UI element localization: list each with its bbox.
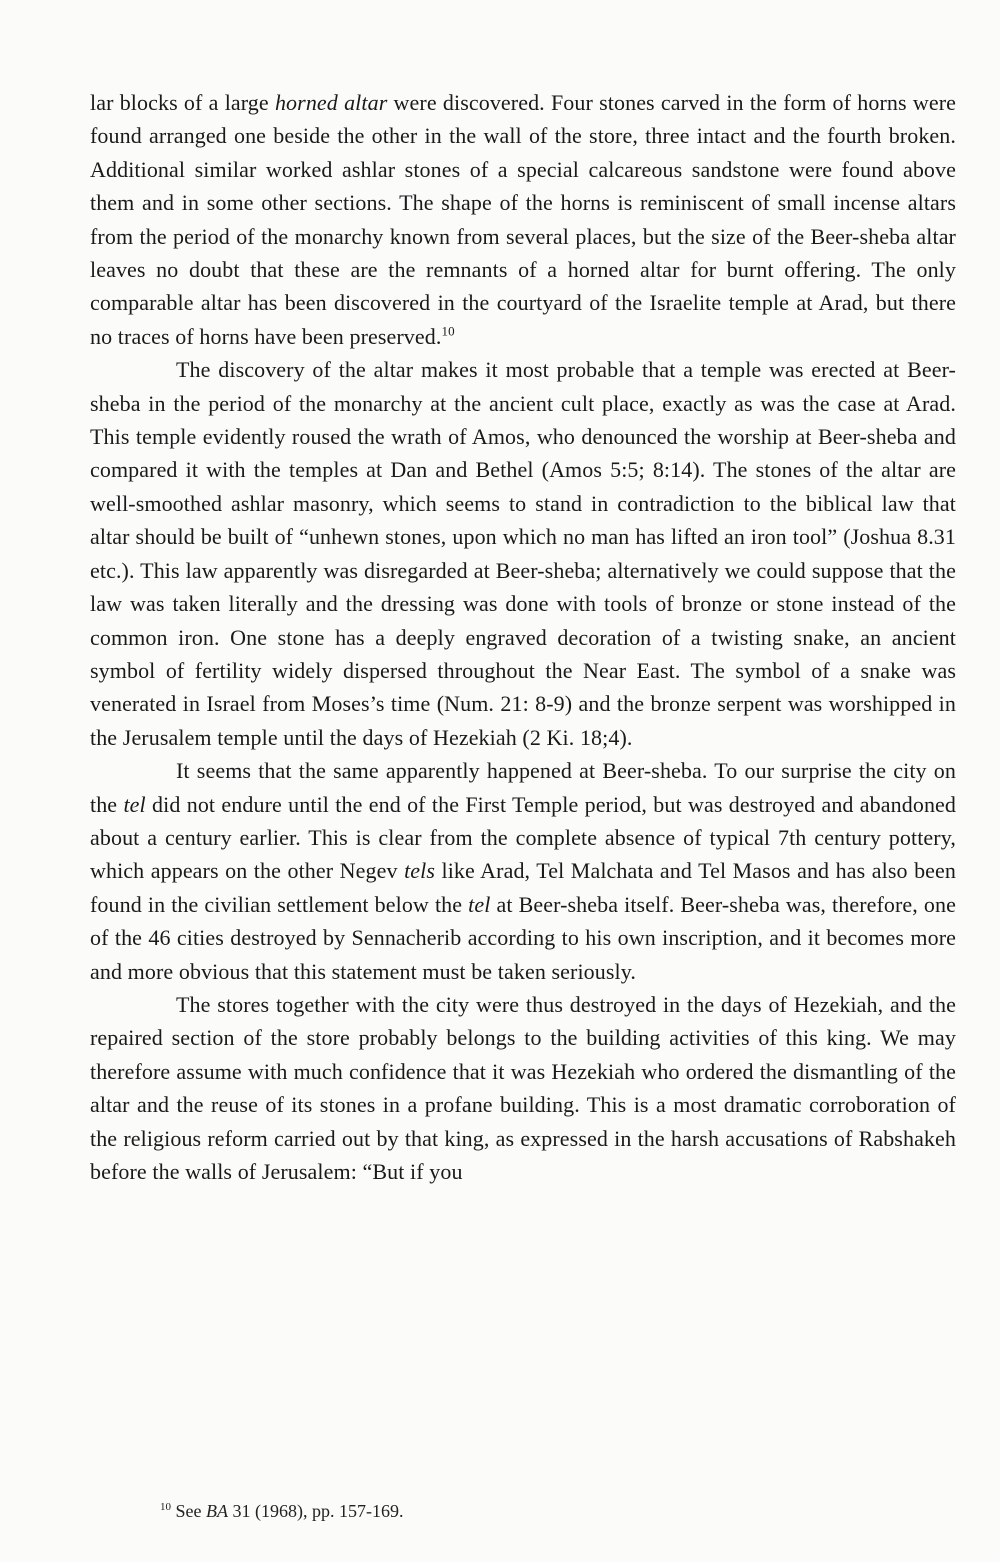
text-run: The stores together with the city were thus destroyed in the days of Hezekiah, and the repaired section of the store probably belongs to the building activities of this king. We may therefore assume with much confidence that it was Hezekiah who ordered the dismantling of the altar and the reuse of its stones in a profane building. This is a most dramatic corroboration of the religious reform carried out by that king, as expressed in the harsh accusations of Rabshakeh before the walls of Jerusalem: “But if you [90, 991, 956, 1184]
footnote-text: See [171, 1501, 206, 1521]
text-run: lar blocks of a large [90, 90, 275, 115]
text-run: The discovery of the altar makes it most probable that a temple was erected at Beer-sheba in the period of the monarchy at the ancient cult place, exactly as was the case at Arad. This temple evidently roused the wrath of Amos, who denounced the worship at Beer-sheba and compared it with the temples at Dan and Bethel (Amos 5:5; 8:14). The stones of the altar are well-smoothed ashlar masonry, which seems to stand in contradiction to the biblical law that altar should be built of “unhewn stones, upon which no man has lifted an iron tool” (Joshua 8.31 etc.). This law apparently was disregarded at Beer-sheba; alternatively we could suppose that the law was taken literally and the dressing was done with tools of bronze or stone instead of the common iron. One stone has a deeply engraved decoration of a twisting snake, an ancient symbol of fertility widely dispersed throughout the Near East. The symbol of a snake was venerated in Israel from Moses’s time (Num. 21: 8-9) and the bronze serpent was worshipped in the Jerusalem temple until the days of Hezekiah (2 Ki. 18;4). [90, 357, 956, 750]
italic-term: horned altar [274, 90, 388, 115]
text-run: were discovered. Four stones carved in the form of horns were found arranged one beside the other in the wall of the store, three intact and the fourth broken. Additional similar worked ashlar stones of a special calcareous sandstone were found above them and in some other sections. The shape of the horns is reminiscent of small incense altars from the period of the monarchy known from several places, but the size of the Beer-sheba altar leaves no doubt that these are the remnants of a horned altar for burnt offering. The only comparable altar has been discovered in the courtyard of the Israelite temple at Arad, but there no traces of horns have been preserved. [90, 90, 956, 349]
footnote-text: 31 (1968), pp. 157-169. [228, 1501, 404, 1521]
paragraph-3 [90, 754, 956, 988]
body-text [90, 86, 956, 1188]
italic-term: tels [404, 858, 436, 884]
paragraph-2 [90, 353, 956, 754]
text-run: It seems that the same apparently happened at Beer-sheba. To our surprise the city on the [90, 758, 956, 817]
italic-term: tel [468, 891, 491, 917]
footnote [160, 1498, 403, 1524]
italic-term: tel [123, 791, 146, 817]
footnote-marker: 10 [160, 1501, 171, 1513]
text-run: did not endure until the end of the First Temple period, but was destroyed and abandoned about a century earlier. This is clear from the complete absence of typical 7th century pottery, which appears on the other Negev [90, 791, 957, 884]
paragraph-4 [90, 988, 956, 1188]
footnote-italic: BA [206, 1501, 228, 1521]
text-run: at Beer-sheba itself. Beer-sheba was, therefore, one of the 46 cities destroyed by Sennacherib according to his own inscription, and it becomes more and more obvious that this statement must be taken seriously. [90, 891, 956, 984]
paragraph-1 [90, 86, 956, 353]
footnote-ref: 10 [441, 323, 455, 339]
text-run: like Arad, Tel Malchata and Tel Masos and has also been found in the civilian settlement below the [90, 858, 956, 917]
